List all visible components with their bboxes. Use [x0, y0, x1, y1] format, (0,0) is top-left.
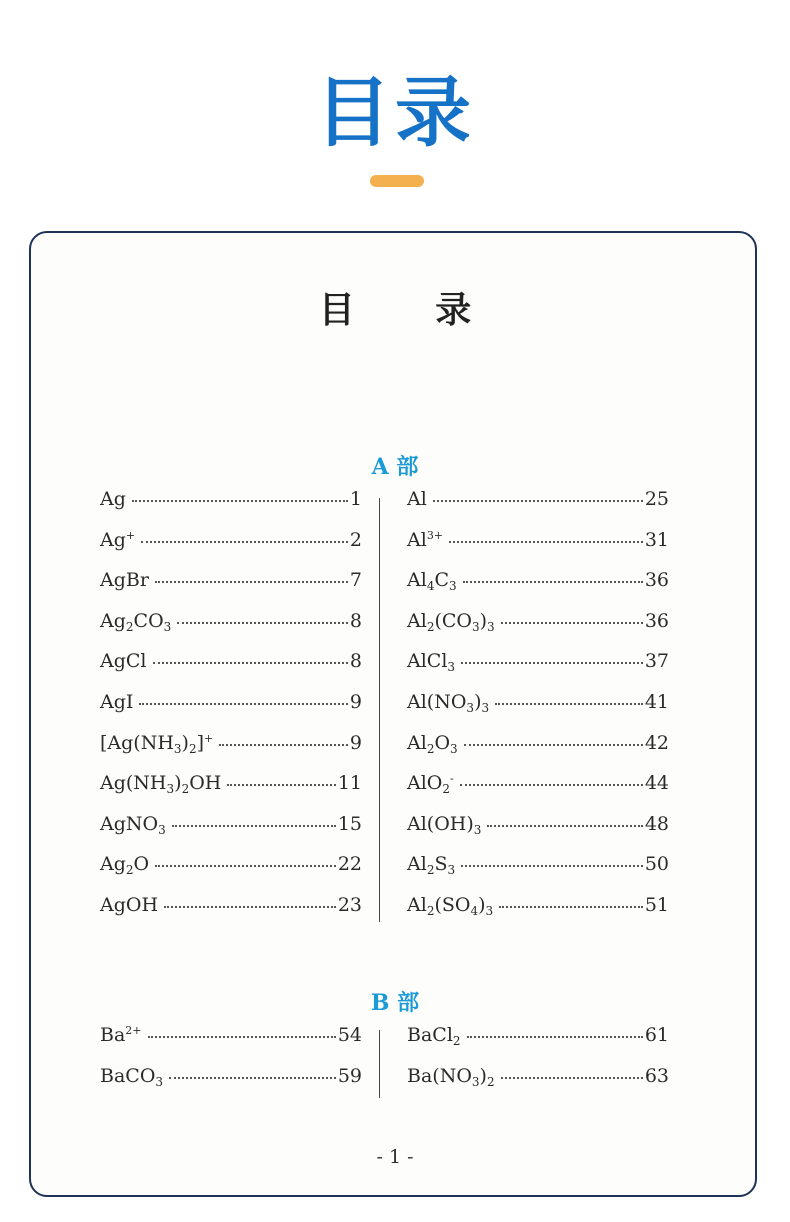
toc-entry-name: AgNO$_3$	[100, 812, 166, 837]
toc-entry-name: $Ba^{2+}$	[100, 1024, 142, 1046]
toc-leader-dots	[219, 743, 348, 746]
toc-entry-name: AlO$_2$-	[407, 772, 454, 797]
toc-leader-dots	[155, 864, 336, 867]
toc-entry[interactable]	[100, 610, 362, 651]
toc-leader-dots	[164, 905, 336, 908]
toc-entry-page: 54	[337, 1024, 362, 1046]
toc-entry-page: 51	[644, 893, 669, 916]
toc-entry[interactable]	[407, 569, 669, 610]
toc-entry[interactable]	[100, 813, 362, 854]
section-b-left-column	[100, 1024, 362, 1105]
toc-entry-page: 8	[349, 650, 362, 673]
toc-leader-dots	[169, 1076, 336, 1079]
toc-entry[interactable]	[407, 691, 669, 732]
toc-entry[interactable]	[407, 772, 669, 813]
toc-leader-dots	[433, 499, 643, 502]
toc-leader-dots	[467, 1035, 643, 1038]
toc-entry[interactable]	[407, 529, 669, 570]
toc-leader-dots	[501, 1076, 643, 1079]
toc-entry[interactable]	[407, 813, 669, 854]
toc-entry[interactable]	[407, 732, 669, 773]
toc-entry-name: AlCl$_3$	[407, 650, 456, 675]
section-a-right-column	[407, 488, 669, 935]
toc-entry-page: 50	[644, 853, 669, 876]
toc-entry[interactable]	[100, 1024, 362, 1065]
section-b-right-column	[407, 1024, 669, 1105]
toc-entry-name: $Ag(NH_3)_2OH$	[100, 772, 222, 797]
banner-title: 目录	[315, 68, 475, 157]
section-heading-a: A 部	[371, 454, 419, 480]
section-b-divider	[379, 1030, 380, 1098]
toc-entry[interactable]	[407, 1065, 669, 1106]
page-number: - 1 -	[376, 1146, 414, 1168]
toc-entry[interactable]	[100, 1065, 362, 1106]
toc-entry-page: 44	[644, 772, 669, 795]
toc-entry[interactable]	[407, 894, 669, 935]
toc-entry-page: 59	[337, 1064, 362, 1087]
toc-entry-page: 41	[644, 690, 669, 713]
toc-leader-dots	[141, 540, 348, 543]
toc-entry-name: $Al(OH)_3$	[407, 812, 482, 837]
section-heading-b: B 部	[370, 990, 420, 1016]
section-a-divider	[379, 498, 380, 922]
toc-entry[interactable]	[100, 772, 362, 813]
toc-leader-dots	[132, 499, 348, 502]
toc-leader-dots	[487, 824, 642, 827]
toc-entry-page: 9	[349, 690, 362, 713]
toc-leader-dots	[139, 702, 348, 705]
toc-leader-dots	[461, 661, 643, 664]
toc-entry-name: $Al_2(CO_3)_3$	[407, 609, 495, 634]
toc-entry-name: $Ba(NO_3)_2$	[407, 1064, 495, 1089]
toc-entry-name: $Al^{3+}$	[407, 528, 444, 551]
toc-leader-dots	[172, 824, 336, 827]
toc-entry-name: $Al_2(SO_4)_3$	[407, 893, 494, 918]
toc-entry-name: $Al_2O_3$	[407, 731, 458, 756]
toc-entry-name: $Al(NO_3)_3$	[407, 690, 490, 715]
toc-entry[interactable]	[100, 691, 362, 732]
toc-entry-name: BaCO$_3$	[100, 1064, 164, 1089]
toc-entry[interactable]	[100, 894, 362, 935]
toc-entry[interactable]	[407, 650, 669, 691]
toc-entry-page: 36	[644, 569, 669, 592]
toc-leader-dots	[148, 1035, 336, 1038]
toc-leader-dots	[464, 743, 643, 746]
toc-entry-name: AgOH	[100, 893, 159, 916]
toc-entry-page: 9	[349, 731, 362, 754]
toc-entry[interactable]	[100, 732, 362, 773]
toc-leader-dots	[460, 783, 643, 786]
toc-entry[interactable]	[100, 488, 362, 529]
toc-entry-name: AgI	[100, 690, 134, 713]
toc-leader-dots	[227, 783, 335, 786]
toc-entry-page: 2	[349, 528, 362, 551]
toc-leader-dots	[499, 905, 643, 908]
toc-entry-page: 15	[337, 812, 362, 835]
toc-leader-dots	[177, 621, 348, 624]
toc-entry-page: 63	[644, 1064, 669, 1087]
toc-entry-name: AgCl	[100, 650, 147, 673]
toc-entry[interactable]	[100, 569, 362, 610]
toc-entry-page: 61	[644, 1024, 669, 1046]
toc-title: 目 录	[318, 289, 506, 331]
toc-entry-name: AgBr	[100, 569, 149, 592]
toc-entry-name: $Al_4C_3$	[407, 569, 457, 594]
toc-entry-name: $Al_2S_3$	[407, 853, 456, 878]
toc-entry-page: 11	[337, 772, 362, 795]
toc-entry[interactable]	[100, 529, 362, 570]
toc-entry[interactable]	[407, 488, 669, 529]
toc-leader-dots	[501, 621, 643, 624]
toc-entry-name: Al	[407, 488, 427, 510]
toc-entry[interactable]	[407, 1024, 669, 1065]
toc-leader-dots	[463, 580, 643, 583]
toc-entry-name: Ag	[100, 488, 126, 510]
toc-leader-dots	[495, 702, 643, 705]
toc-entry-name: Ag+	[100, 528, 136, 551]
toc-entry-page: 48	[644, 812, 669, 835]
toc-entry[interactable]	[100, 853, 362, 894]
banner-accent-bar	[370, 175, 424, 187]
toc-entry-name: $Ag_2O$	[100, 853, 150, 878]
toc-entry-name: $[Ag(NH_3)_2]^+$	[100, 731, 214, 756]
toc-entry-page: 23	[337, 893, 362, 916]
toc-leader-dots	[461, 864, 643, 867]
toc-entry-page: 25	[644, 488, 669, 510]
toc-leader-dots	[155, 580, 348, 583]
toc-entry-page: 37	[644, 650, 669, 673]
section-a-left-column	[100, 488, 362, 935]
toc-entry[interactable]	[407, 853, 669, 894]
toc-entry-page: 36	[644, 609, 669, 632]
toc-entry-name: $Ag_2CO_3$	[100, 609, 172, 634]
toc-entry[interactable]	[407, 610, 669, 651]
toc-entry-page: 7	[349, 569, 362, 592]
toc-entry-page: 22	[337, 853, 362, 876]
toc-leader-dots	[153, 661, 348, 664]
toc-entry-name: BaCl$_2$	[407, 1024, 461, 1048]
toc-entry[interactable]	[100, 650, 362, 691]
toc-entry-page: 8	[349, 609, 362, 632]
toc-leader-dots	[449, 540, 643, 543]
toc-entry-page: 31	[644, 528, 669, 551]
toc-entry-page: 42	[644, 731, 669, 754]
toc-entry-page: 1	[349, 488, 362, 510]
